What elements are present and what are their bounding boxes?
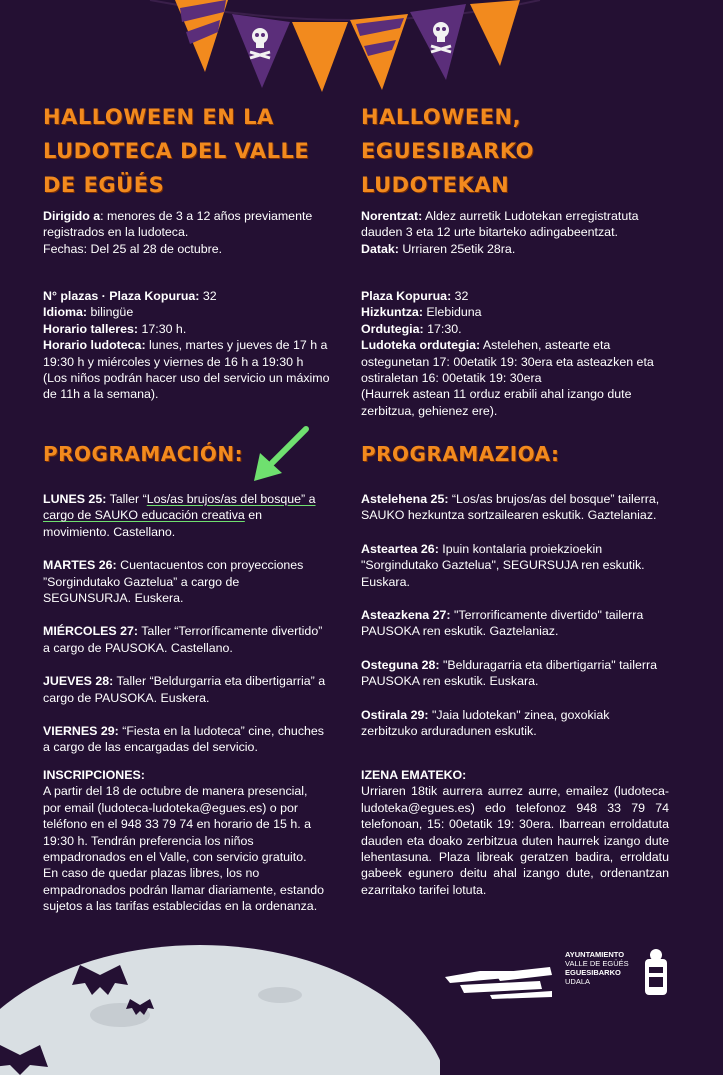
right-ludoteka-label: Ludoteka ordutegia: <box>361 338 481 353</box>
miercoles-label: MIÉRCOLES 27: <box>43 624 139 639</box>
right-hizkuntza-label: Hizkuntza: <box>361 305 423 320</box>
bunting-flag-skull <box>232 14 290 88</box>
right-izena <box>361 767 669 898</box>
left-talleres-label: Horario talleres: <box>43 321 139 336</box>
ayuntamiento-logo-graphic <box>440 945 680 1005</box>
left-program <box>43 491 328 756</box>
right-program-title-text: PROGRAMAZIOA: <box>361 442 560 466</box>
green-arrow-icon <box>250 425 312 487</box>
right-program-asteazkena <box>361 607 661 640</box>
left-dirigido-text: : menores de 3 a 12 años previamente registrados en la ludoteca. <box>43 209 313 240</box>
right-ordutegia-label: Ordutegia: <box>361 321 424 336</box>
ostirala-label: Ostirala 29: <box>361 707 429 722</box>
right-ludoteka-value: Astelehen, astearte eta ostegunetan 17: 00etatik 19: 30era eta asteazken eta ostiraletan 16: 00etatik 19: 30era <box>361 338 654 386</box>
right-program-ostirala <box>361 707 661 740</box>
right-info <box>361 288 673 419</box>
moon-with-bats <box>0 935 440 1075</box>
logo-line4: UDALA <box>565 977 591 986</box>
right-ordutegia-value: 17:30. <box>423 321 462 336</box>
left-program-title-text: PROGRAMACIÓN: <box>43 442 244 466</box>
left-plazas-label: N° plazas · Plaza Kopurua: <box>43 289 200 303</box>
jueves-label: JUEVES 28: <box>43 674 114 689</box>
right-norentzat-label: Norentzat: <box>361 209 423 223</box>
inscripciones-label: INSCRIPCIONES: <box>43 768 145 782</box>
right-note: (Haurrek astean 11 orduz erabili ahal izango dute zerbitzua, gehienez ere). <box>361 387 632 418</box>
martes-text: Cuentacuentos con proyecciones ”Sorgindutako Gaztelua” a cargo de SEGUNSURJA. Euskera. <box>43 558 304 606</box>
asteartea-text: Ipuin kontalaria proiekzioekin "Sorgindutako Gaztelua", SEGURSUJA ren eskutik. Euskara. <box>361 541 645 589</box>
asteartea-label: Asteartea 26: <box>361 541 439 556</box>
footer-logo-text <box>565 950 629 986</box>
viernes-text: “Fiesta en la ludoteca” cine, chuches a cargo de las encargadas del servicio. <box>43 724 324 755</box>
viernes-label: VIERNES 29: <box>43 724 119 739</box>
bunting-flag-skull-2 <box>410 4 466 80</box>
right-program <box>361 491 661 739</box>
lunes-link[interactable]: Los/as brujos/as del bosque” a cargo de SAUKO educación creativa <box>43 492 316 523</box>
bunting-flag-purple-striped <box>350 14 408 90</box>
right-datak-label: Datak: <box>361 241 399 256</box>
miercoles-text: Taller “Terroríficamente divertido” a cargo de PAUSOKA. Castellano. <box>43 624 323 655</box>
left-program-martes <box>43 557 328 606</box>
lunes-label: LUNES 25: <box>43 492 107 506</box>
left-title <box>43 100 323 202</box>
right-program-astelehena <box>361 491 661 524</box>
jueves-text: Taller “Beldurgarria eta dibertigarria” a cargo de PAUSOKA. Euskera. <box>43 674 326 705</box>
astelehena-label: Astelehena 25: <box>361 492 449 506</box>
right-datak-text: Urriaren 25etik 28ra. <box>398 241 516 256</box>
logo-line3: EGUESIBARKO <box>565 968 621 977</box>
ostirala-text: "Jaia ludotekan" zinea, goxokiak zerbitzuko arduradunen eskutik. <box>361 707 610 739</box>
bunting-flag-orange <box>292 22 348 92</box>
left-talleres-value: 17:30 h. <box>138 321 187 336</box>
halloween-bunting <box>0 0 723 100</box>
bunting-flag-orange-striped <box>175 0 228 72</box>
osteguna-text: "Belduragarria eta dibertigarria" tailerra PAUSOKA ren eskutik. Euskara. <box>361 657 657 689</box>
left-program-viernes <box>43 723 328 756</box>
right-plaza-label: Plaza Kopurua: <box>361 289 452 303</box>
logo-line1: AYUNTAMIENTO <box>565 950 625 959</box>
right-program-title <box>361 440 611 468</box>
coat-of-arms-icon <box>645 949 667 995</box>
left-ludoteca-label: Horario ludoteca: <box>43 338 146 353</box>
asteazkena-label: Asteazkena 27: <box>361 608 451 623</box>
asteazkena-text: "Terrorificamente divertido" tailerra PAUSOKA ren eskutik. Gaztelaniaz. <box>361 608 644 639</box>
lunes-post: en movimiento. Castellano. <box>43 508 263 539</box>
right-title <box>361 100 661 202</box>
right-intro <box>361 208 671 257</box>
izena-text: Urriaren 18tik aurrera aurrez aurre, emailez (ludoteca-ludoteka@egues.es) edo telefonoz 948 33 79 74 telefonoan, 15: 00etatik 19: 30era. Ibarrean erroldatuta dauden eta doako zerbitzua duten haurrek izango dute lehentasuna. Plaza libreak geratzen badira, erroldatu gabeek egunero deitu ahal izango dute, ordenantzan ezarritako tarifei lotuta. <box>361 784 669 897</box>
left-fechas: Fechas: Del 25 al 28 de octubre. <box>43 241 223 256</box>
right-plaza-value: 32 <box>451 289 469 303</box>
inscripciones-text: A partir del 18 de octubre de manera presencial, por email (ludoteca-ludoteka@egues.es) o por teléfono en el 948 33 79 74 en horario de 15 h. a 19:30 h. Tendrán preferencia los niños empadronados en el Valle, con servicio gratuito. En caso de quedar plazas libres, los no empadronados podrán llamar diariamente, estando sujetos a las tarifas establecidas en la ordenanza. <box>43 784 325 914</box>
left-program-lunes <box>43 491 328 540</box>
left-plazas-value: 32 <box>199 289 217 303</box>
left-idioma-label: Idioma: <box>43 305 88 320</box>
left-title-text: HALLOWEEN EN LA LUDOTECA DEL VALLE DE EGÜÉS <box>43 105 310 197</box>
right-program-asteartea <box>361 541 661 590</box>
left-intro <box>43 208 318 257</box>
left-note: (Los niños podrán hacer uso del servicio un máximo de 11h a la semana). <box>43 371 330 402</box>
bunting-flag-orange-2 <box>470 0 520 66</box>
left-idioma-value: bilingüe <box>87 305 134 320</box>
left-dirigido-label: Dirigido a <box>43 209 101 223</box>
right-hizkuntza-value: Elebiduna <box>422 305 482 320</box>
left-program-jueves <box>43 673 328 706</box>
martes-label: MARTES 26: <box>43 558 117 573</box>
left-ludoteca-value: lunes, martes y jueves de 17 h a 19:30 h y miércoles y viernes de 16 h a 19:30 h <box>43 338 328 369</box>
logo-line2: VALLE DE EGÜÉS <box>565 959 629 968</box>
left-program-miercoles <box>43 623 328 656</box>
right-title-text: HALLOWEEN, EGUESIBARKO LUDOTEKAN <box>361 105 535 197</box>
right-program-osteguna <box>361 657 661 690</box>
izena-label: IZENA EMATEKO: <box>361 768 467 782</box>
lunes-pre: Taller “ <box>106 492 147 506</box>
left-info <box>43 288 335 403</box>
osteguna-label: Osteguna 28: <box>361 657 440 672</box>
left-inscripciones <box>43 767 325 915</box>
right-norentzat-text: Aldez aurretik Ludotekan erregistratuta dauden 3 eta 12 urte bitarteko adingabeentzat. <box>361 209 639 240</box>
astelehena-text: “Los/as brujos/as del bosque” tailerra, SAUKO hezkuntza sortzailearen eskutik. Gaztelaniaz. <box>361 492 660 523</box>
